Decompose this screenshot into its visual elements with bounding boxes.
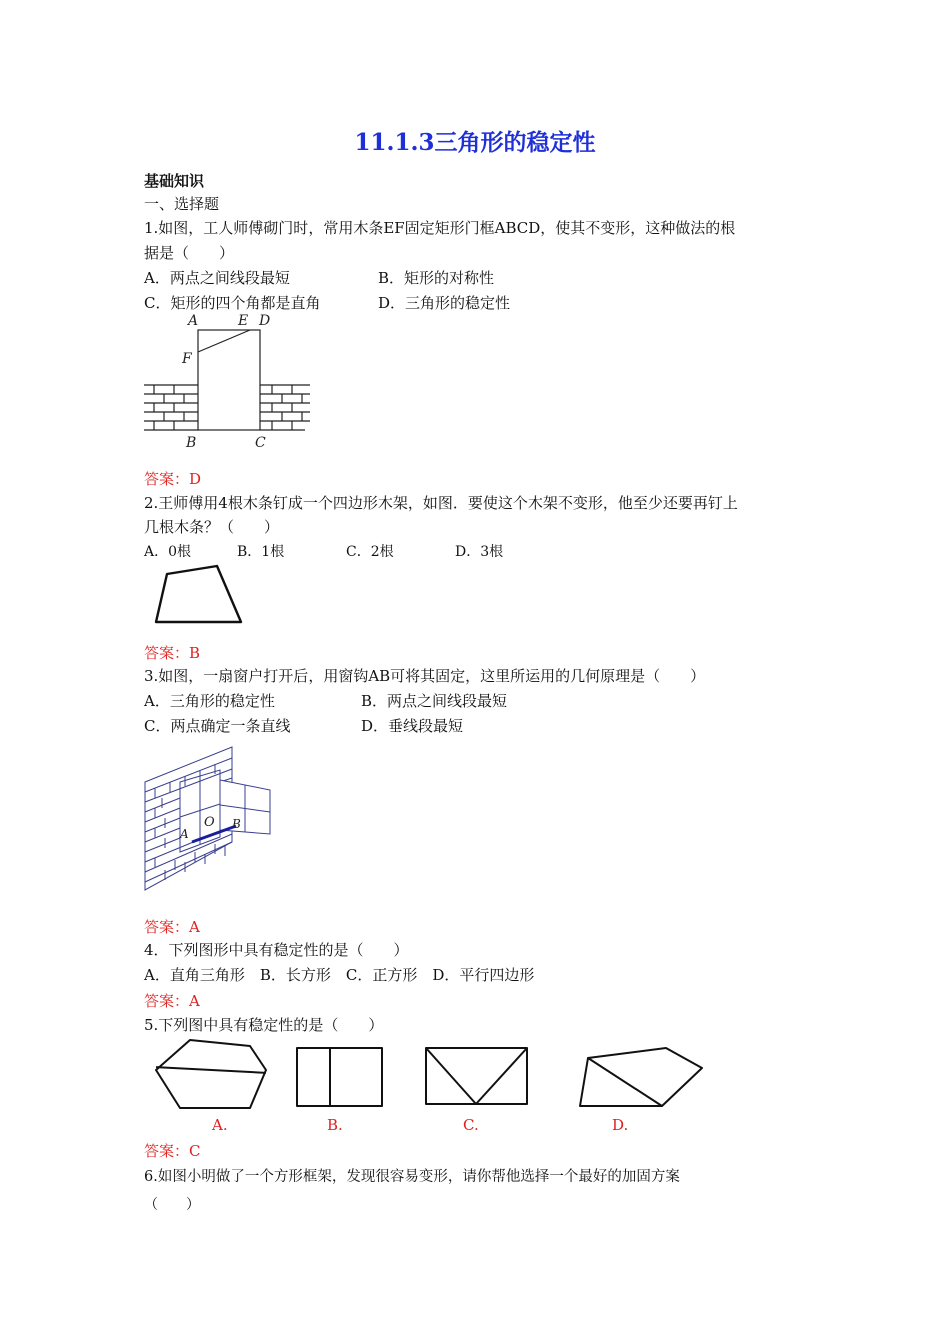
q1-stem-line1: 1.如图，工人师傅砌门时，常用木条EF固定矩形门框ABCD，使其不变形，这种做法的根	[144, 219, 736, 237]
q2-quadrilateral-figure	[150, 562, 250, 632]
q2-option-d: D．3根	[455, 544, 504, 560]
q4-answer: 答案：A	[144, 992, 200, 1010]
q1-label-d: D	[259, 313, 271, 329]
q3-option-c: C．两点确定一条直线	[144, 717, 291, 735]
q1-label-f: F	[182, 351, 192, 367]
q5-label-d: D.	[612, 1116, 629, 1134]
q1-answer: 答案：D	[144, 470, 202, 488]
q3-stem-line1: 3.如图，一扇窗户打开后，用窗钩AB可将其固定，这里所运用的几何原理是（ ）	[144, 667, 706, 685]
q5-answer: 答案：C	[144, 1142, 201, 1160]
q5-shape-c	[426, 1048, 527, 1104]
q1-door-frame-figure	[140, 310, 315, 455]
q1-label-c: C	[255, 435, 266, 451]
q3-option-d: D．垂线段最短	[361, 717, 464, 735]
q2-option-c: C．2根	[346, 544, 394, 560]
q3-label-o: O	[204, 815, 215, 830]
q5-label-b: B.	[327, 1116, 343, 1134]
q3-option-a: A．三角形的稳定性	[144, 692, 275, 710]
q1-stem-line2: 据是（ ）	[144, 244, 235, 262]
q3-option-b: B．两点之间线段最短	[361, 692, 508, 710]
q1-label-e: E	[238, 313, 249, 329]
q5-figures	[150, 1036, 710, 1116]
q5-shape-b	[297, 1048, 382, 1106]
subsection-heading: 一、选择题	[144, 195, 220, 213]
q3-window-figure	[140, 742, 280, 897]
q1-label-b: B	[186, 435, 197, 451]
q2-answer: 答案：B	[144, 644, 201, 662]
q2-option-a: A．0根	[144, 544, 192, 560]
page-title: 11.1.3三角形的稳定性	[354, 129, 596, 156]
q5-label-c: C.	[463, 1116, 479, 1134]
q2-stem-line1: 2.王师傅用4根木条钉成一个四边形木架，如图．要使这个木架不变形，他至少还要再钉上	[144, 494, 738, 512]
q4-stem-line1: 4．下列图形中具有稳定性的是（ ）	[144, 941, 409, 959]
q1-option-b: B．矩形的对称性	[378, 269, 495, 287]
q6-stem-line2: （ ）	[144, 1197, 200, 1213]
q2-option-b: B．1根	[237, 544, 285, 560]
q1-option-c: C．矩形的四个角都是直角	[144, 294, 321, 312]
q5-shape-a	[156, 1040, 266, 1108]
q1-label-a: A	[188, 313, 199, 329]
q5-stem-line1: 5.下列图中具有稳定性的是（ ）	[144, 1016, 384, 1034]
q5-label-a: A.	[212, 1116, 228, 1134]
q3-label-b: B	[232, 817, 241, 831]
q1-option-a: A．两点之间线段最短	[144, 269, 290, 287]
section-heading: 基础知识	[144, 172, 205, 190]
q3-label-a: A	[180, 827, 189, 841]
q2-stem-line2: 几根木条？（ ）	[144, 518, 280, 536]
q6-stem-line1: 6.如图小明做了一个方形框架，发现很容易变形，请你帮他选择一个最好的加固方案	[144, 1169, 680, 1185]
q5-shape-d	[580, 1048, 702, 1106]
q1-option-d: D．三角形的稳定性	[378, 294, 511, 312]
q3-answer: 答案：A	[144, 918, 200, 936]
q4-options: A．直角三角形 B．长方形 C．正方形 D．平行四边形	[144, 966, 535, 984]
